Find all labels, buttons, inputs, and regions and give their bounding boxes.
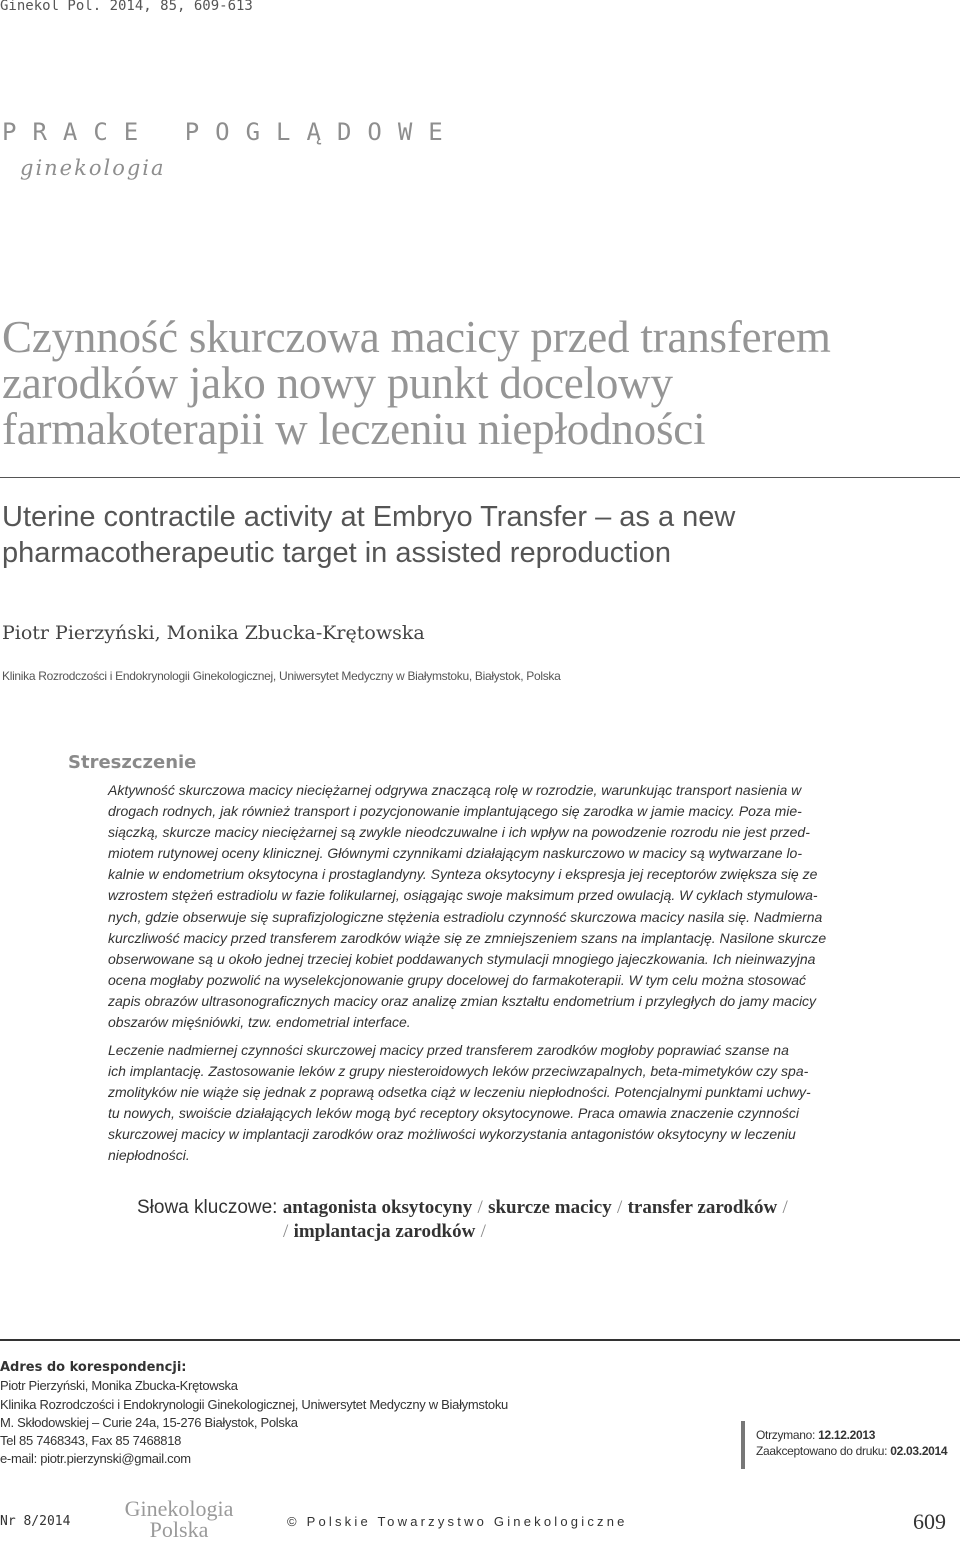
abstract-line: obszarów mięśniówki, tzw. endometrial interface. (108, 1014, 411, 1031)
keywords-label: Słowa kluczowe: (137, 1197, 278, 1218)
correspondence-line: M. Skłodowskiej – Curie 24a, 15-276 Białystok, Polska (0, 1414, 298, 1430)
affiliation: Klinika Rozrodczości i Endokrynologii Ginekologicznej, Uniwersytet Medyczny w Białymstoku, Białystok, Polska (2, 669, 561, 683)
abstract-line: Leczenie nadmiernej czynności skurczowej macicy przed transferem zarodków mogłoby poprawiać szanse na (108, 1042, 789, 1058)
abstract-paragraph-2 (108, 1040, 904, 1167)
abstract-line: drogach rodnych, jak również transport i pozycjonowanie implantującego się zarodka w jamie macicy. Poza mie- (108, 803, 802, 820)
abstract-line: miotem rutynowej oceny klinicznej. Głównymi czynnikami działającym naskurczowo w macicy są wytwarzane lo- (108, 845, 803, 862)
abstract-line: ocena mogłaby pozwolić na wyselekcjonowanie grupy docelowej do farmakoterapii. W tym celu można stosować (108, 971, 807, 988)
dates-block (756, 1427, 947, 1459)
abstract-line: zapis obrazów ultrasonograficznych macicy oraz analizę zmian kształtu endometrium i przyległych do jamy macicy (108, 992, 817, 1009)
abstract-line: kalnie w endometrium oksytocyna i prostaglandyny. Synteza oksytocyny i ekspresja jej receptorów zwiększa się ze (108, 866, 818, 883)
keyword: antagonista oksytocyny (282, 1197, 473, 1218)
abstract-line: nych, gdzie obserwuje się suprafizjologiczne stężenia estradiolu czynność skurczowa macicy nasila się. Nadmierna (108, 908, 823, 925)
title-english (2, 499, 952, 571)
correspondence-block (0, 1359, 508, 1469)
correspondence-line: Tel 85 7468343, Fax 85 7468818 (0, 1433, 182, 1449)
footer-society: © Polskie Towarzystwo Ginekologiczne (287, 1514, 628, 1529)
correspondence-line: Piotr Pierzyński, Monika Zbucka-Krętowska (0, 1378, 238, 1394)
abstract-line: ich implantację. Zastosowanie leków z grupy niesteroidowych leków przeciwzapalnych, beta-mimetyków czy spa- (108, 1063, 809, 1080)
abstract-line: niepłodności. (108, 1147, 190, 1164)
keyword: transfer zarodków (627, 1197, 778, 1218)
abstract-line: zmolityków nie wiąże się jednak z poprawą odsetka ciąż w leczeniu niepłodności. Potencjalnymi punktami uchwy- (108, 1084, 811, 1101)
correspondence-divider (0, 1339, 960, 1341)
keyword: implantacja zarodków (293, 1221, 476, 1242)
keyword-separator: / (782, 1197, 788, 1218)
keywords (137, 1197, 788, 1219)
journal-logo-line: Polska (149, 1517, 209, 1542)
abstract-line: wzrostem stężeń estradiolu w fazie folikularnej, osiągając swoje maksimum przed owulacją. W cyklach stymulowa- (108, 887, 818, 904)
journal-logo-line: Ginekologia (124, 1496, 234, 1521)
correspondence-heading: Adres do korespondencji: (0, 1360, 187, 1375)
abstract-line: skurczowej macicy w implantacji zarodków oraz możliwości wykorzystania antagonistów oksytocyny w leczeniu (108, 1126, 796, 1143)
abstract-heading: Streszczenie (68, 752, 197, 773)
page-number: 609 (913, 1509, 946, 1534)
received-label: Otrzymano: (756, 1428, 816, 1442)
correspondence-line: Klinika Rozrodczości i Endokrynologii Ginekologicznej, Uniwersytet Medyczny w Białymstoku (0, 1396, 508, 1412)
keyword-separator: / (283, 1221, 289, 1242)
title-polish-line: zarodków jako nowy punkt docelowy (2, 358, 673, 408)
title-polish (2, 314, 952, 452)
journal-logo (118, 1496, 240, 1542)
title-english-line: pharmacotherapeutic target in assisted reproduction (2, 537, 671, 569)
correspondence-email: e-mail: piotr.pierzynski@gmail.com (0, 1451, 191, 1467)
section-label: PRACE POGLĄDOWE (2, 118, 459, 146)
keyword-separator: / (617, 1197, 623, 1218)
abstract-line: kurczliwość macicy przed transferem zarodków wiąże się ze zmniejszeniem szans na implantację. Nasilone skurcze (108, 929, 827, 946)
dates-bar (741, 1421, 745, 1469)
received-row (756, 1427, 947, 1443)
received-date: 12.12.2013 (818, 1428, 876, 1442)
abstract-paragraph-1 (108, 780, 904, 1033)
accepted-label: Zaakceptowano do druku: (756, 1444, 888, 1458)
title-polish-line: Czynność skurczowa macicy przed transferem (2, 312, 831, 362)
section-sublabel: ginekologia (20, 156, 166, 180)
keyword-separator: / (477, 1197, 483, 1218)
abstract-line: Aktywność skurczowa macicy nieciężarnej odgrywa znaczącą rolę w rozrodzie, warunkując transport nasienia w (108, 782, 802, 798)
keywords-continued (283, 1221, 486, 1243)
title-english-line: Uterine contractile activity at Embryo Transfer – as a new (2, 501, 736, 533)
authors: Piotr Pierzyński, Monika Zbucka-Krętowska (2, 622, 425, 644)
abstract-line: siączką, skurcze macicy nieciężarnej są zwykle nieodczuwalne i ich wpływ na powodzenie rozrodu nie jest przed- (108, 824, 810, 841)
footer-issue: Nr 8/2014 (0, 1514, 71, 1529)
accepted-date: 02.03.2014 (890, 1444, 948, 1458)
keyword-separator: / (480, 1221, 486, 1242)
running-head: Ginekol Pol. 2014, 85, 609-613 (0, 0, 253, 14)
abstract-line: obserwowane są u około jednej trzeciej kobiet poddawanych stymulacji mnogiego jajeczkowania. Ich nieinwazyjna (108, 950, 816, 967)
title-divider (0, 477, 960, 478)
title-polish-line: farmakoterapii w leczeniu niepłodności (2, 404, 706, 454)
abstract-line: tu nowych, swoiście działających leków mogą być receptory oksytocynowe. Praca omawia znaczenie czynności (108, 1105, 799, 1122)
accepted-row (756, 1443, 947, 1459)
keyword: skurcze macicy (488, 1197, 612, 1218)
